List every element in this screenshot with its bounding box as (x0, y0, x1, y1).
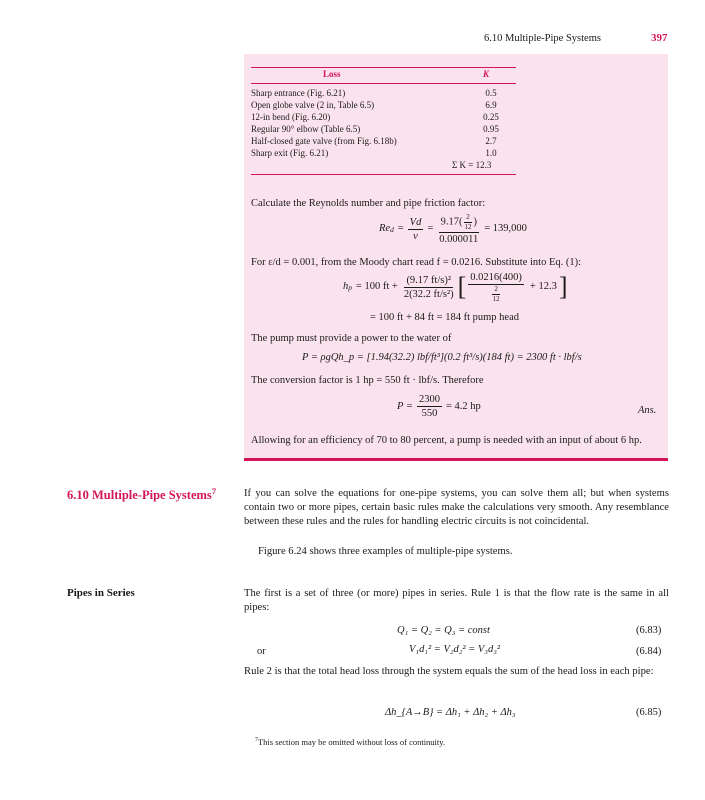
section-title-text: 6.10 Multiple-Pipe Systems (67, 488, 212, 503)
k-sum-term: + 12.3 (529, 281, 557, 293)
footnote-mark: 7 (255, 737, 258, 744)
hp-symbol: h (343, 281, 349, 293)
section-paragraph: Figure 6.24 shows three examples of multiple-pipe systems. (258, 546, 513, 557)
horsepower-fraction (417, 393, 442, 420)
hp-result: = 4.2 hp (445, 400, 481, 412)
example-paragraph: For ε/d = 0.001, from the Moody chart read f = 0.0216. Substitute into Eq. (1): (251, 257, 582, 268)
example-paragraph: The pump must provide a power to the water of (251, 333, 452, 344)
static-head-term: = 100 ft + (355, 281, 398, 293)
table-row: Regular 90° elbow (Table 6.5) 0.95 (251, 124, 499, 134)
velocity-head-den: 2(32.2 ft/s²) (403, 288, 454, 300)
nu-denominator: ν (413, 230, 418, 242)
diameter-num: 2 (466, 213, 470, 221)
table-row: Open globe valve (2 in, Table 6.5) 6.9 (251, 100, 497, 110)
equation-number: (6.83) (636, 625, 662, 636)
velocity-head-fraction (402, 274, 456, 301)
head-equation: h p = 100 ft + $\frac{\text{(9.17 ft/s)²}}{\text{2(32.2 ft/s²)}}$ [ $\frac{0.0216(400)}{\frac{2}{12}}$ + 12.3 ] (343, 272, 568, 303)
d-num: 2 (494, 285, 498, 294)
hp-den: 550 (421, 408, 438, 420)
table-row: 12-in bend (Fig. 6.20) 0.25 (251, 112, 499, 122)
loss-table-header (251, 67, 516, 84)
page-number: 397 (651, 32, 668, 44)
equation-number: (6.85) (636, 707, 662, 718)
equation-6-85: Δh_{A→B} = Δh₁ + Δh₂ + Δh₃ (385, 707, 516, 718)
loss-table-sum-row (251, 160, 516, 175)
hp-subscript: p (348, 282, 352, 292)
subsection-paragraph: The first is a set of three (or more) pipes in series. Rule 1 is that the flow rate is the same in all pipes: (244, 588, 669, 613)
d-den: 12 (492, 294, 500, 303)
power-symbol: P = (397, 400, 413, 412)
diameter-den: 12 (464, 222, 472, 231)
close-paren: ) (473, 216, 477, 228)
loss-column-header: Loss (323, 69, 341, 79)
section-title (67, 486, 216, 503)
example-paragraph: The conversion factor is 1 hp = 550 ft · lbf/s. Therefore (251, 375, 484, 386)
loss-label: Sharp exit (Fig. 6.21) (251, 148, 329, 158)
running-header: 6.10 Multiple-Pipe Systems (484, 33, 601, 44)
example-paragraph: Calculate the Reynolds number and pipe friction factor: (251, 198, 486, 209)
velocity-value: 9.17( (440, 216, 463, 228)
answer-label: Ans. (638, 405, 657, 416)
loss-table (251, 67, 516, 175)
re-symbol: Re (379, 223, 391, 235)
section-intro-paragraph: If you can solve the equations for one-pipe systems, you can solve them all; but when systems contain two or more pipes, certain basic rules make the calculations very smooth. Any resemblance between these rules and the rules for handling electric circuits is not coincidental. (244, 488, 669, 527)
subsection-paragraph: Rule 2 is that the total head loss through the system equals the sum of the head loss in each pipe: (244, 666, 654, 677)
example-paragraph: Allowing for an efficiency of 70 to 80 percent, a pump is needed with an input of about 6 hp. (251, 435, 642, 446)
table-row: Half-closed gate valve (from Fig. 6.18b) 2.7 (251, 136, 497, 146)
table-row: Sharp entrance (Fig. 6.21) 0.5 (251, 88, 497, 98)
footnote-text: This section may be omitted without loss of continuity. (257, 737, 446, 747)
reynolds-value-fraction (437, 213, 480, 246)
velocity-head-num: (9.17 ft/s)² (404, 274, 453, 288)
horsepower-equation (397, 393, 481, 420)
k-column-header: K (483, 69, 490, 79)
power-equation: P = ρgQh_p = [1.94(32.2) lbf/ft³](0.2 ft³/s)(184 ft) = 2300 ft · lbf/s (302, 352, 582, 363)
k-sum: Σ K = 12.3 (452, 160, 492, 170)
loss-label: 12-in bend (Fig. 6.20) (251, 112, 331, 122)
friction-fraction (468, 271, 524, 304)
loss-label: Open globe valve (2 in, Table 6.5) (251, 100, 375, 110)
loss-label: Regular 90° elbow (Table 6.5) (251, 124, 361, 134)
vd-numerator: Vd (408, 216, 424, 230)
re-subscript: d (390, 224, 394, 234)
reynolds-result: = 139,000 (484, 223, 527, 235)
footnote (255, 737, 445, 748)
equation-number: (6.84) (636, 646, 662, 657)
equation-6-83: Q₁ = Q₂ = Q₃ = const (397, 625, 490, 636)
hp-num: 2300 (417, 393, 442, 407)
table-row: Sharp exit (Fig. 6.21) 1.0 (251, 148, 497, 158)
footnote-ref: 7 (211, 486, 217, 496)
viscosity-value: 0.000011 (439, 233, 479, 245)
equation-6-84: V₁d₁² = V₂d₂² = V₃d₃² (409, 644, 501, 655)
loss-label: Sharp entrance (Fig. 6.21) (251, 88, 346, 98)
head-result-line: = 100 ft + 84 ft = 184 ft pump head (370, 312, 519, 323)
reynolds-equation: Re d = $\frac{Vd}{\nu}$ = 9.17( $\frac{2}{12}$ ) 0.000011 = 139,000 (379, 213, 527, 245)
loss-label: Half-closed gate valve (from Fig. 6.18b) (251, 136, 397, 146)
friction-num: 0.0216(400) (468, 271, 524, 285)
subsection-title: Pipes in Series (67, 587, 135, 599)
vd-fraction (408, 216, 424, 243)
or-connector: or (257, 646, 266, 657)
